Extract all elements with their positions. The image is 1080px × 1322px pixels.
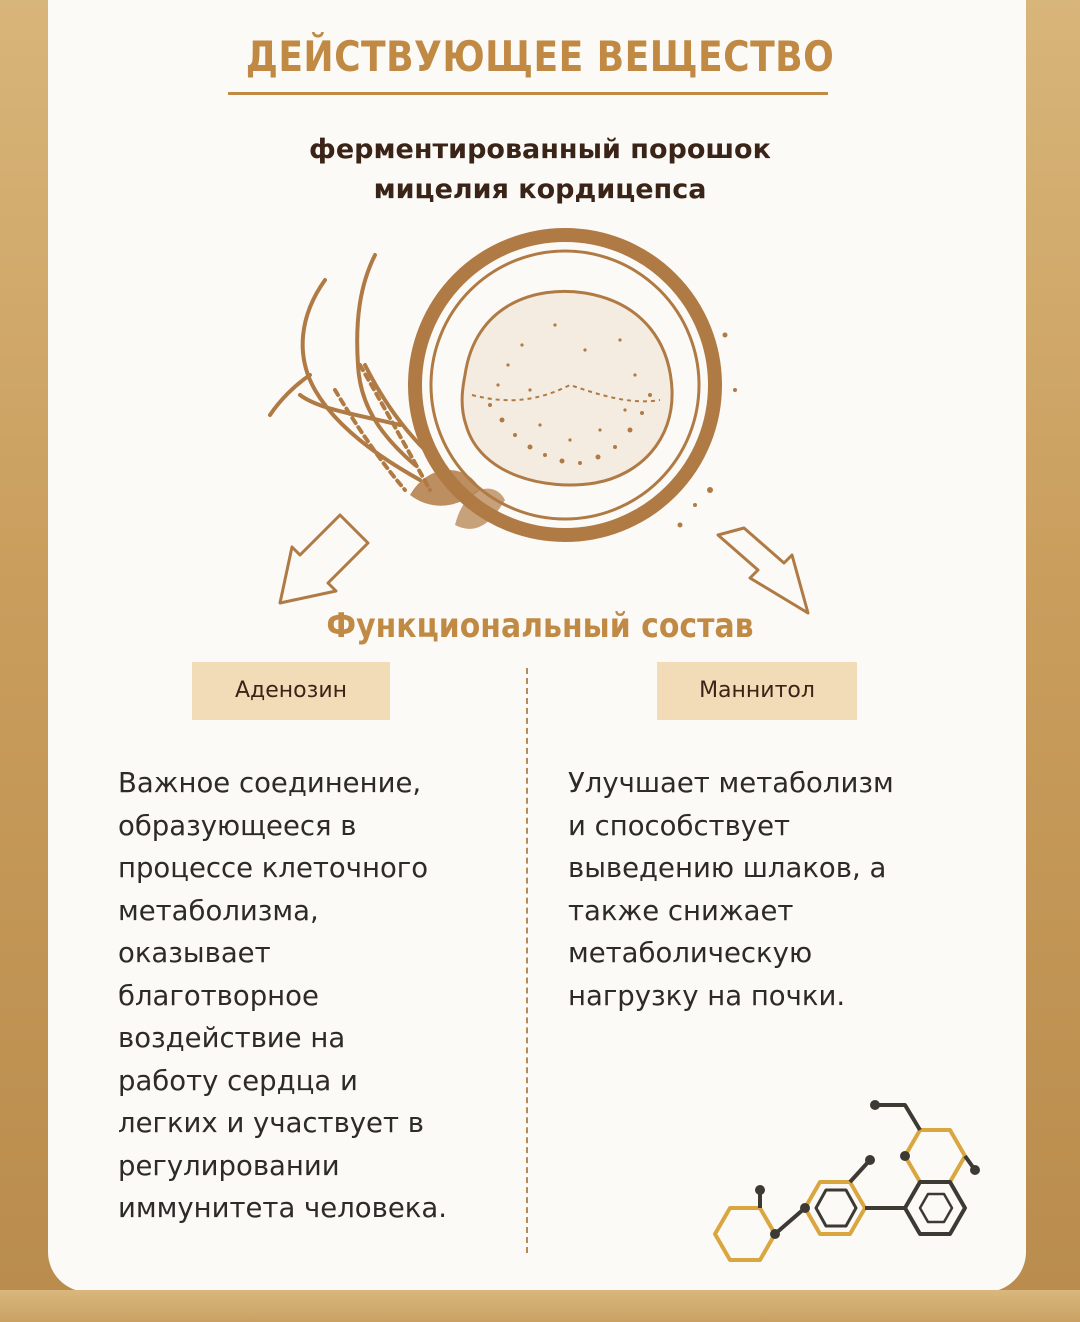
page-title: ДЕЙСТВУЮЩЕЕ ВЕЩЕСТВО: [245, 32, 835, 81]
cordyceps-powder-bowl-illustration: [240, 225, 840, 625]
bottom-band: [0, 1290, 1080, 1322]
section-title: Функциональный состав: [326, 606, 754, 646]
component-description-adenosine: Важное соединение, образующееся в процессе клеточного метаболизма, оказывает благотворное воздействие на работу сердца и легких и участвует в регулировании иммунитета человека.: [118, 767, 447, 1224]
molecule-icon: [690, 1090, 1000, 1290]
powder-mound: [462, 291, 672, 485]
column-divider: [526, 668, 528, 1253]
component-description-mannitol: Улучшает метаболизм и способствует выведению шлаков, а также снижает метаболическую нагрузку на почки.: [568, 767, 894, 1012]
subtitle-line-2: мицелия кордицепса: [373, 174, 707, 205]
component-tag-adenosine: Аденозин: [192, 662, 390, 720]
subtitle: [0, 130, 1080, 210]
component-tag-mannitol: Маннитол: [657, 662, 857, 720]
arrow-left-down-icon: [280, 515, 368, 603]
arrow-right-down-icon: [718, 528, 808, 613]
title-underline: [228, 92, 828, 95]
subtitle-line-1: ферментированный порошок: [309, 134, 771, 165]
